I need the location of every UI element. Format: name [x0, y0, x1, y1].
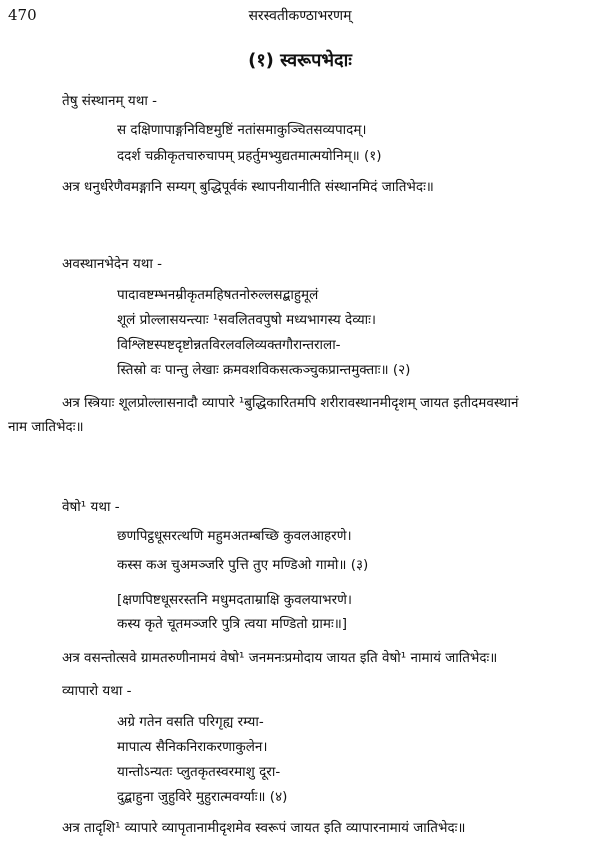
- commentary-line: अत्र तादृशि¹ व्यापारे व्यापृतानामीदृशमेव स्वरूपं जायत इति व्यापारनामायं जातिभेदः॥: [62, 820, 466, 836]
- section-title: (१) स्वरूपभेदाः: [248, 50, 352, 71]
- verse-line: मापात्य सैनिकनिराकरणाकुलेन।: [117, 739, 268, 755]
- verse-line: यान्तोऽन्यतः प्लुतकृतस्वरमाशु दूरा-: [117, 764, 281, 780]
- commentary-line: अत्र धनुर्धरेणैवमङ्गानि सम्यग् बुद्धिपूर्वकं स्थापनीयानीति संस्थानमिदं जातिभेदः॥: [62, 179, 434, 195]
- verse-line: विश्लिष्टस्पष्टदृष्टोन्नतविरलवलिव्यक्तगौरान्तराला-: [117, 337, 341, 353]
- verse-line: स दक्षिणापाङ्गनिविष्टमुष्टिं नतांसमाकुञ्चितसव्यपादम्।: [117, 122, 367, 138]
- intro-line: वेषो¹ यथा -: [62, 499, 120, 515]
- verse-line: अग्रे गतेन वसति परिगृह्य रम्या-: [117, 714, 264, 730]
- verse-line: पादावष्टम्भनम्रीकृतमहिषतनोरुल्लसद्बाहुमूलं: [117, 287, 319, 303]
- page-number: 470: [8, 6, 37, 24]
- commentary-line: नाम जातिभेदः॥: [8, 419, 84, 435]
- intro-line: व्यापारो यथा -: [62, 683, 132, 699]
- verse-line: छणपिट्ठधूसरत्थणि महुमअतम्बच्छि कुवलआहरणे।: [117, 528, 352, 544]
- verse-line: दुद्बाहुना जुहुविरे मुहुरात्मवर्ग्याः॥ (४): [117, 789, 288, 805]
- commentary-line: अत्र स्त्रियाः शूलप्रोल्लासनादौ व्यापारे ¹बुद्धिकारितमपि शरीरावस्थानमीदृशम् जायत इतीदमवस्थानं: [62, 395, 519, 411]
- verse-line: शूलं प्रोल्लासयन्त्याः ¹सवलितवपुषो मध्यभागस्य देव्याः।: [117, 312, 376, 328]
- commentary-line: अत्र वसन्तोत्सवे ग्रामतरुणीनामयं वेषो¹ जनमनःप्रमोदाय जायत इति वेषो¹ नामायं जातिभेदः॥: [62, 650, 498, 666]
- verse-line: ददर्श चक्रीकृतचारुचापम् प्रहर्तुमभ्युद्यतमात्मयोनिम्॥ (१): [117, 148, 382, 164]
- verse-line: कस्य कृते चूतमञ्जरि पुत्रि त्वया मण्डितो ग्रामः॥]: [117, 616, 348, 632]
- intro-line: अवस्थानभेदेन यथा -: [62, 256, 162, 272]
- verse-line: स्तिस्रो वः पान्तु लेखाः क्रमवशविकसत्कञ्चुकप्रान्तमुक्ताः॥ (२): [117, 362, 411, 378]
- intro-line: तेषु संस्थानम् यथा -: [62, 93, 157, 109]
- verse-line: [क्षणपिष्टधूसरस्तनि मधुमदताम्राक्षि कुवलयाभरणे।: [117, 592, 353, 608]
- running-title: सरस्वतीकण्ठाभरणम्: [248, 8, 352, 24]
- verse-line: कस्स कअ चुअमञ्जरि पुत्ति तुए मण्डिओ गामो॥ (३): [117, 557, 369, 573]
